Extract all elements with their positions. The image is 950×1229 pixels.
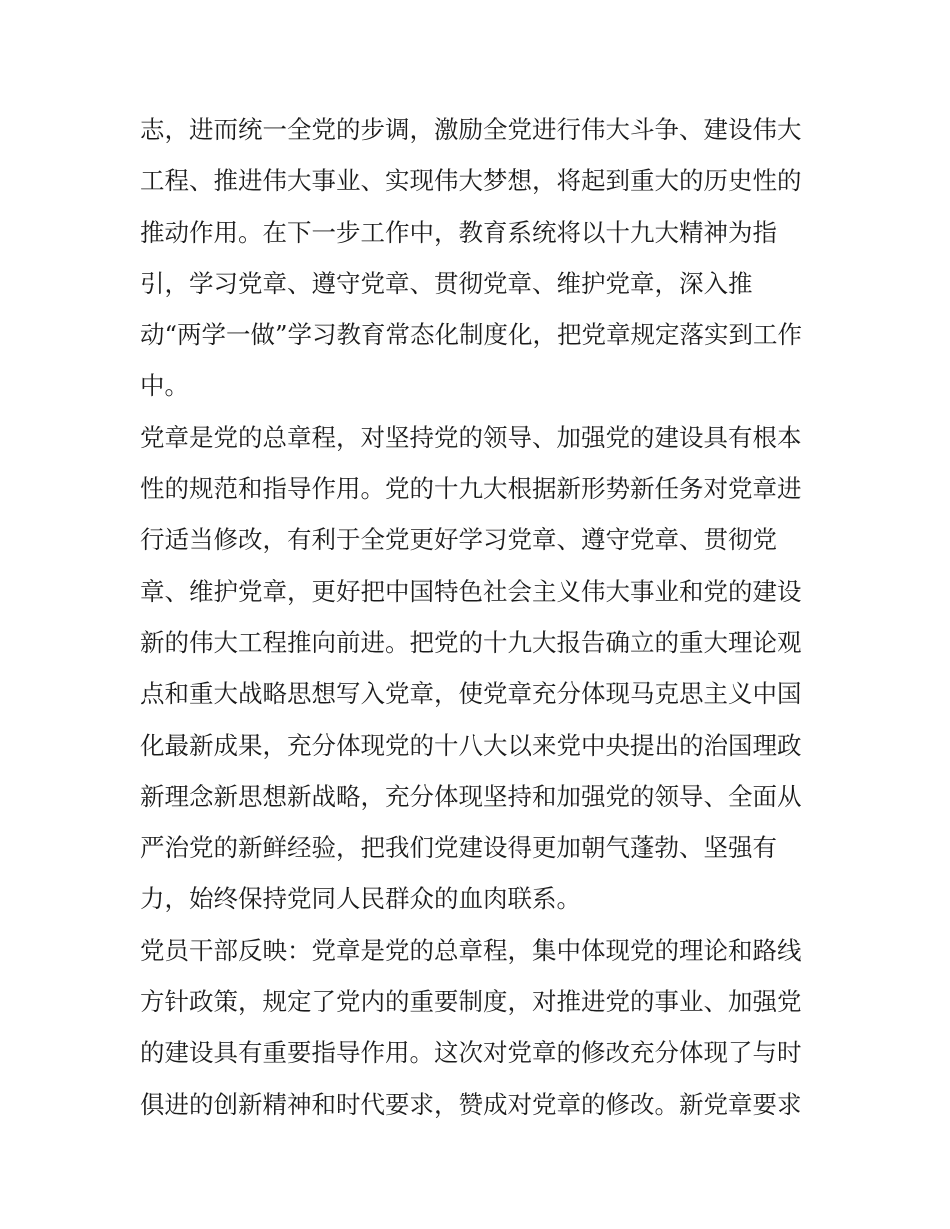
text-line: 行适当修改，有利于全党更好学习党章、遵守党章、贯彻党	[140, 525, 777, 555]
text-line: 中。	[140, 371, 189, 401]
text-line: 党章是党的总章程，对坚持党的领导、加强党的建设具有根本	[140, 422, 802, 452]
text-line: 力，始终保持党同人民群众的血肉联系。	[140, 884, 581, 914]
text-line: 严治党的新鲜经验，把我们党建设得更加朝气蓬勃、坚强有	[140, 833, 777, 863]
body-text	[140, 104, 820, 1130]
text-line: 推动作用。在下一步工作中，教育系统将以十九大精神为指	[140, 217, 777, 247]
text-line: 新的伟大工程推向前进。把党的十九大报告确立的重大理论观	[140, 627, 802, 657]
text-line: 的建设具有重要指导作用。这次对党章的修改充分体现了与时	[140, 1038, 802, 1068]
text-line: 俱进的创新精神和时代要求，赞成对党章的修改。新党章要求	[140, 1089, 802, 1119]
text-line: 志，进而统一全党的步调，激励全党进行伟大斗争、建设伟大	[140, 115, 802, 144]
text-line: 引，学习党章、遵守党章、贯彻党章、维护党章，深入推	[140, 268, 753, 298]
text-line: 性的规范和指导作用。党的十九大根据新形势新任务对党章进	[140, 474, 802, 504]
text-line: 动“两学一做”学习教育常态化制度化，把党章规定落实到工作	[140, 320, 803, 350]
text-line: 党员干部反映：党章是党的总章程，集中体现党的理论和路线	[140, 935, 802, 965]
text-line: 点和重大战略思想写入党章，使党章充分体现马克思主义中国	[140, 679, 802, 709]
text-line: 工程、推进伟大事业、实现伟大梦想，将起到重大的历史性的	[140, 166, 802, 196]
text-line: 章、维护党章，更好把中国特色社会主义伟大事业和党的建设	[140, 576, 802, 606]
text-line: 化最新成果，充分体现党的十八大以来党中央提出的治国理政	[140, 730, 802, 760]
text-line: 新理念新思想新战略，充分体现坚持和加强党的领导、全面从	[140, 781, 802, 811]
text-line: 方针政策，规定了党内的重要制度，对推进党的事业、加强党	[140, 987, 802, 1017]
